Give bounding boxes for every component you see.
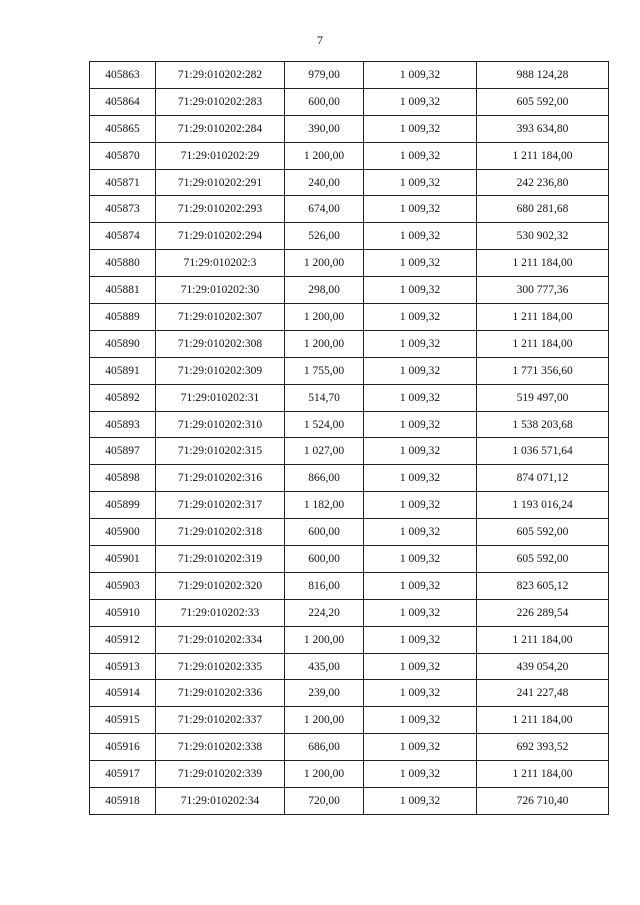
value-cell: 439 054,20 — [477, 653, 609, 680]
value-cell: 530 902,32 — [477, 223, 609, 250]
rate-cell: 1 009,32 — [364, 438, 477, 465]
rate-cell: 1 009,32 — [364, 599, 477, 626]
record-id-cell: 405899 — [90, 492, 156, 519]
cadastral-number-cell: 71:29:010202:307 — [156, 304, 285, 331]
table-row — [90, 653, 609, 680]
rate-cell: 1 009,32 — [364, 707, 477, 734]
table-body — [90, 62, 609, 815]
record-id-cell: 405903 — [90, 572, 156, 599]
record-id-cell: 405889 — [90, 304, 156, 331]
value-cell: 692 393,52 — [477, 734, 609, 761]
cadastral-number-cell: 71:29:010202:34 — [156, 788, 285, 815]
record-id-cell: 405913 — [90, 653, 156, 680]
record-id-cell: 405890 — [90, 330, 156, 357]
value-cell: 1 211 184,00 — [477, 142, 609, 169]
table-row — [90, 599, 609, 626]
table-row — [90, 734, 609, 761]
rate-cell: 1 009,32 — [364, 519, 477, 546]
value-cell: 1 211 184,00 — [477, 626, 609, 653]
cadastral-number-cell: 71:29:010202:338 — [156, 734, 285, 761]
table-row — [90, 761, 609, 788]
record-id-cell: 405873 — [90, 196, 156, 223]
area-cell: 1 200,00 — [285, 142, 364, 169]
value-cell: 1 771 356,60 — [477, 357, 609, 384]
record-id-cell: 405892 — [90, 384, 156, 411]
value-cell: 874 071,12 — [477, 465, 609, 492]
record-id-cell: 405914 — [90, 680, 156, 707]
cadastral-number-cell: 71:29:010202:309 — [156, 357, 285, 384]
cadastral-number-cell: 71:29:010202:284 — [156, 115, 285, 142]
page-number: 7 — [317, 33, 323, 47]
cadastral-number-cell: 71:29:010202:294 — [156, 223, 285, 250]
cadastral-number-cell: 71:29:010202:283 — [156, 88, 285, 115]
table-row — [90, 519, 609, 546]
value-cell: 1 538 203,68 — [477, 411, 609, 438]
value-cell: 393 634,80 — [477, 115, 609, 142]
rate-cell: 1 009,32 — [364, 653, 477, 680]
area-cell: 390,00 — [285, 115, 364, 142]
record-id-cell: 405915 — [90, 707, 156, 734]
table-row — [90, 115, 609, 142]
cadastral-number-cell: 71:29:010202:3 — [156, 250, 285, 277]
record-id-cell: 405893 — [90, 411, 156, 438]
record-id-cell: 405871 — [90, 169, 156, 196]
record-id-cell: 405901 — [90, 546, 156, 573]
record-id-cell: 405870 — [90, 142, 156, 169]
cadastral-number-cell: 71:29:010202:293 — [156, 196, 285, 223]
table-row — [90, 304, 609, 331]
area-cell: 816,00 — [285, 572, 364, 599]
table-row — [90, 788, 609, 815]
record-id-cell: 405910 — [90, 599, 156, 626]
table-row — [90, 384, 609, 411]
value-cell: 1 211 184,00 — [477, 707, 609, 734]
area-cell: 1 200,00 — [285, 707, 364, 734]
area-cell: 600,00 — [285, 88, 364, 115]
cadastral-number-cell: 71:29:010202:339 — [156, 761, 285, 788]
cadastral-number-cell: 71:29:010202:318 — [156, 519, 285, 546]
cadastral-number-cell: 71:29:010202:30 — [156, 277, 285, 304]
cadastral-number-cell: 71:29:010202:336 — [156, 680, 285, 707]
value-cell: 1 036 571,64 — [477, 438, 609, 465]
table-row — [90, 492, 609, 519]
table-row — [90, 546, 609, 573]
value-cell: 823 605,12 — [477, 572, 609, 599]
value-cell: 242 236,80 — [477, 169, 609, 196]
rate-cell: 1 009,32 — [364, 411, 477, 438]
area-cell: 1 755,00 — [285, 357, 364, 384]
area-cell: 866,00 — [285, 465, 364, 492]
value-cell: 988 124,28 — [477, 62, 609, 89]
area-cell: 1 200,00 — [285, 761, 364, 788]
area-cell: 298,00 — [285, 277, 364, 304]
cadastral-number-cell: 71:29:010202:335 — [156, 653, 285, 680]
rate-cell: 1 009,32 — [364, 88, 477, 115]
table-row — [90, 438, 609, 465]
area-cell: 1 200,00 — [285, 304, 364, 331]
cadastral-number-cell: 71:29:010202:316 — [156, 465, 285, 492]
area-cell: 514,70 — [285, 384, 364, 411]
value-cell: 241 227,48 — [477, 680, 609, 707]
area-cell: 674,00 — [285, 196, 364, 223]
record-id-cell: 405865 — [90, 115, 156, 142]
rate-cell: 1 009,32 — [364, 62, 477, 89]
record-id-cell: 405916 — [90, 734, 156, 761]
rate-cell: 1 009,32 — [364, 357, 477, 384]
value-cell: 1 211 184,00 — [477, 761, 609, 788]
table-row — [90, 277, 609, 304]
record-id-cell: 405864 — [90, 88, 156, 115]
record-id-cell: 405918 — [90, 788, 156, 815]
value-cell: 519 497,00 — [477, 384, 609, 411]
table-row — [90, 626, 609, 653]
rate-cell: 1 009,32 — [364, 169, 477, 196]
land-plot-table — [89, 61, 609, 815]
table-row — [90, 223, 609, 250]
area-cell: 239,00 — [285, 680, 364, 707]
cadastral-number-cell: 71:29:010202:308 — [156, 330, 285, 357]
rate-cell: 1 009,32 — [364, 304, 477, 331]
area-cell: 526,00 — [285, 223, 364, 250]
area-cell: 1 182,00 — [285, 492, 364, 519]
value-cell: 680 281,68 — [477, 196, 609, 223]
cadastral-number-cell: 71:29:010202:317 — [156, 492, 285, 519]
area-cell: 1 027,00 — [285, 438, 364, 465]
cadastral-number-cell: 71:29:010202:29 — [156, 142, 285, 169]
table-row — [90, 707, 609, 734]
area-cell: 600,00 — [285, 519, 364, 546]
table-row — [90, 169, 609, 196]
cadastral-number-cell: 71:29:010202:334 — [156, 626, 285, 653]
rate-cell: 1 009,32 — [364, 384, 477, 411]
area-cell: 600,00 — [285, 546, 364, 573]
area-cell: 240,00 — [285, 169, 364, 196]
table-row — [90, 330, 609, 357]
rate-cell: 1 009,32 — [364, 572, 477, 599]
cadastral-number-cell: 71:29:010202:33 — [156, 599, 285, 626]
record-id-cell: 405874 — [90, 223, 156, 250]
value-cell: 1 211 184,00 — [477, 330, 609, 357]
record-id-cell: 405898 — [90, 465, 156, 492]
area-cell: 979,00 — [285, 62, 364, 89]
record-id-cell: 405880 — [90, 250, 156, 277]
record-id-cell: 405897 — [90, 438, 156, 465]
area-cell: 1 200,00 — [285, 250, 364, 277]
area-cell: 224,20 — [285, 599, 364, 626]
value-cell: 605 592,00 — [477, 546, 609, 573]
record-id-cell: 405912 — [90, 626, 156, 653]
table-row — [90, 465, 609, 492]
area-cell: 686,00 — [285, 734, 364, 761]
value-cell: 226 289,54 — [477, 599, 609, 626]
rate-cell: 1 009,32 — [364, 142, 477, 169]
value-cell: 1 211 184,00 — [477, 250, 609, 277]
table-row — [90, 142, 609, 169]
record-id-cell: 405891 — [90, 357, 156, 384]
table-row — [90, 88, 609, 115]
rate-cell: 1 009,32 — [364, 250, 477, 277]
table-row — [90, 680, 609, 707]
record-id-cell: 405917 — [90, 761, 156, 788]
cadastral-number-cell: 71:29:010202:31 — [156, 384, 285, 411]
cadastral-number-cell: 71:29:010202:310 — [156, 411, 285, 438]
table-row — [90, 411, 609, 438]
value-cell: 1 211 184,00 — [477, 304, 609, 331]
rate-cell: 1 009,32 — [364, 465, 477, 492]
table-row — [90, 572, 609, 599]
record-id-cell: 405863 — [90, 62, 156, 89]
table-row — [90, 250, 609, 277]
rate-cell: 1 009,32 — [364, 196, 477, 223]
cadastral-number-cell: 71:29:010202:320 — [156, 572, 285, 599]
cadastral-number-cell: 71:29:010202:337 — [156, 707, 285, 734]
area-cell: 720,00 — [285, 788, 364, 815]
area-cell: 1 200,00 — [285, 330, 364, 357]
cadastral-number-cell: 71:29:010202:282 — [156, 62, 285, 89]
value-cell: 605 592,00 — [477, 88, 609, 115]
rate-cell: 1 009,32 — [364, 492, 477, 519]
value-cell: 300 777,36 — [477, 277, 609, 304]
value-cell: 726 710,40 — [477, 788, 609, 815]
value-cell: 1 193 016,24 — [477, 492, 609, 519]
table-row — [90, 62, 609, 89]
rate-cell: 1 009,32 — [364, 788, 477, 815]
rate-cell: 1 009,32 — [364, 680, 477, 707]
area-cell: 435,00 — [285, 653, 364, 680]
rate-cell: 1 009,32 — [364, 546, 477, 573]
rate-cell: 1 009,32 — [364, 626, 477, 653]
cadastral-number-cell: 71:29:010202:319 — [156, 546, 285, 573]
rate-cell: 1 009,32 — [364, 761, 477, 788]
value-cell: 605 592,00 — [477, 519, 609, 546]
area-cell: 1 524,00 — [285, 411, 364, 438]
table-row — [90, 357, 609, 384]
table-row — [90, 196, 609, 223]
record-id-cell: 405881 — [90, 277, 156, 304]
rate-cell: 1 009,32 — [364, 277, 477, 304]
record-id-cell: 405900 — [90, 519, 156, 546]
cadastral-number-cell: 71:29:010202:315 — [156, 438, 285, 465]
rate-cell: 1 009,32 — [364, 330, 477, 357]
area-cell: 1 200,00 — [285, 626, 364, 653]
cadastral-number-cell: 71:29:010202:291 — [156, 169, 285, 196]
rate-cell: 1 009,32 — [364, 115, 477, 142]
rate-cell: 1 009,32 — [364, 223, 477, 250]
rate-cell: 1 009,32 — [364, 734, 477, 761]
